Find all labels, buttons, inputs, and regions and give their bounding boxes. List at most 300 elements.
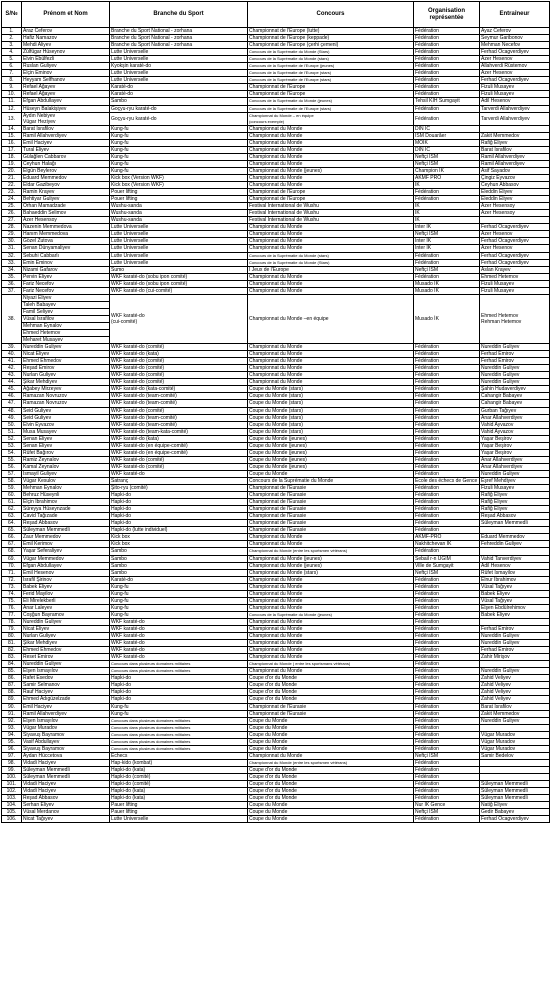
organisation: Fédération — [414, 105, 480, 112]
coach: Azer Hesensoy — [480, 210, 550, 217]
athlete-name: Sebuhi Cabbarlı — [22, 252, 110, 259]
contest: Coupe du Monde (jeunes) — [248, 463, 414, 470]
athlete-name: Nicat Tağıyev — [22, 816, 110, 823]
athlete-name: Vügar Muradov — [22, 724, 110, 731]
organisation: Neftçi İSM — [414, 752, 480, 759]
organisation: Fédération — [414, 654, 480, 661]
row-number: 14. — [2, 125, 22, 132]
organisation: İnter İK — [414, 224, 480, 231]
contest: Championnat du Monde — [248, 358, 414, 365]
contest: Championnat de l'Eurasie — [248, 703, 414, 710]
table-row — [2, 70, 550, 77]
row-number: 85. — [2, 668, 22, 675]
contest: Coupe d'or du Monde — [248, 788, 414, 795]
row-number: 33. — [2, 259, 22, 266]
col-header-coach: Entraîneur — [480, 2, 550, 28]
table-row — [2, 132, 550, 139]
table-row — [2, 407, 550, 414]
sport-branch: WKF karaté-do (comité) — [110, 379, 248, 386]
coach: Azer Hesenov — [480, 70, 550, 77]
coach — [480, 766, 550, 773]
sport-branch: Hapki-do — [110, 689, 248, 696]
coach: Nureddin Guliyev — [480, 668, 550, 675]
organisation: Fédération — [414, 91, 480, 98]
sport-branch: WKF karaté-do (cui-comité) — [110, 294, 248, 343]
contest: Coupe du Monde (jeunes) — [248, 442, 414, 449]
row-number: 1. — [2, 28, 22, 35]
contest: Championnat du Monde — [248, 625, 414, 632]
row-number: 98. — [2, 759, 22, 766]
organisation: Fédération — [414, 77, 480, 84]
sport-branch: WKF karaté-do — [110, 654, 248, 661]
organisation: Fédération — [414, 28, 480, 35]
contest: Championnat de l'Europe — [248, 84, 414, 91]
row-number: 30. — [2, 238, 22, 245]
sport-branch: Şito-ryu (comité) — [110, 485, 248, 492]
sport-branch: WKF karaté-do (sobu ipon comité) — [110, 280, 248, 287]
table-row — [2, 724, 550, 731]
sport-branch: Kung-fu — [110, 146, 248, 153]
contest: Championnat du Monde — [248, 379, 414, 386]
table-row — [2, 710, 550, 717]
organisation: Musado İK — [414, 294, 480, 343]
contest: Championnat de l'Europe — [248, 189, 414, 196]
contest: Championnat du Monde (jeunes) — [248, 555, 414, 562]
contest: Championnat du Monde (jeunes) — [248, 167, 414, 174]
row-number: 65. — [2, 527, 22, 534]
contest: Concours de la Suprématie de l'Europe (stars) — [248, 77, 414, 84]
contest: Coupe du Monde (stars) — [248, 386, 414, 393]
table-row — [2, 781, 550, 788]
sport-branch: WKF karaté-do (cui-comité) — [110, 287, 248, 294]
contest: Concours de la Suprématie du Monde (Stars) — [248, 259, 414, 266]
row-number: 23. — [2, 189, 22, 196]
table-row — [2, 463, 550, 470]
table-row — [2, 217, 550, 224]
table-row — [2, 365, 550, 372]
athlete-name: Gözel Zutova — [22, 238, 110, 245]
table-row — [2, 224, 550, 231]
row-number: 40. — [2, 351, 22, 358]
row-number: 88. — [2, 689, 22, 696]
athlete-name: Siyavuş Bayramov — [22, 745, 110, 752]
table-row — [2, 449, 550, 456]
row-number: 32. — [2, 252, 22, 259]
contest: Championnat de l'Eurasie — [248, 513, 414, 520]
athlete-name: Ramil Allahverdiyev — [22, 710, 110, 717]
table-row — [2, 640, 550, 647]
coach: Anar Allahverdiyev — [480, 463, 550, 470]
organisation: DİN İC — [414, 125, 480, 132]
coach: Ehmed Hetemov — [480, 273, 550, 280]
organisation: MOİK — [414, 139, 480, 146]
row-number: 46. — [2, 393, 22, 400]
table-row — [2, 802, 550, 809]
organisation: Fédération — [414, 435, 480, 442]
contest: Championnat du Monde — [248, 245, 414, 252]
sport-branch: Wushu-sanda — [110, 217, 248, 224]
organisation: İK — [414, 217, 480, 224]
row-number: 29. — [2, 231, 22, 238]
row-number: 6. — [2, 63, 22, 70]
coach — [480, 618, 550, 625]
organisation: Fédération — [414, 696, 480, 703]
coach: Ferhad Emirov — [480, 351, 550, 358]
sport-branch: WKF karaté-do (comité) — [110, 372, 248, 379]
row-number: 76. — [2, 604, 22, 611]
organisation: Fédération — [414, 597, 480, 604]
organisation: Musado İK — [414, 287, 480, 294]
organisation: İnter İK — [414, 238, 480, 245]
sport-branch: WKF karaté-do (kata) — [110, 435, 248, 442]
row-number: 22. — [2, 182, 22, 189]
table-row — [2, 668, 550, 675]
sport-branch: Sambo — [110, 569, 248, 576]
coach: Azer Hesenov — [480, 245, 550, 252]
athlete-name: Emin Eminov — [22, 259, 110, 266]
sport-branch: Hapki-do — [110, 513, 248, 520]
sport-branch: WKF karaté-do (kata-comité) — [110, 386, 248, 393]
sport-branch: Kung-fu — [110, 583, 248, 590]
sport-branch: WKF karaté-do (comité) — [110, 407, 248, 414]
athlete-name: Ferid Mayilov — [22, 590, 110, 597]
table-row — [2, 555, 550, 562]
row-number: 54. — [2, 449, 22, 456]
organisation: Fédération — [414, 731, 480, 738]
athlete-name: Ehmed Hetemov — [22, 330, 110, 337]
organisation: Fédération — [414, 421, 480, 428]
sport-branch: Kung-fu — [110, 160, 248, 167]
sport-branch: Goçyu-ryu karaté-do — [110, 112, 248, 125]
table-row — [2, 569, 550, 576]
row-number: 100. — [2, 773, 22, 780]
row-number: 19. — [2, 160, 22, 167]
table-row — [2, 576, 550, 583]
contest: Championnat du Monde — [248, 372, 414, 379]
organisation: İnter İK — [414, 245, 480, 252]
sport-branch: Lutte Universelle — [110, 259, 248, 266]
row-number: 62. — [2, 506, 22, 513]
table-row — [2, 63, 550, 70]
row-number: 95. — [2, 738, 22, 745]
row-number: 84. — [2, 661, 22, 668]
table-row — [2, 91, 550, 98]
athlete-name: Eldar Gazibeyov — [22, 182, 110, 189]
sport-branch: Hapki-do (kata) — [110, 766, 248, 773]
row-number: 58. — [2, 478, 22, 485]
coach: Nureddin Guliyev — [480, 640, 550, 647]
row-number: 26. — [2, 210, 22, 217]
organisation: Fédération — [414, 816, 480, 823]
coach: Vahid Ayvazov — [480, 421, 550, 428]
coach: Ferhad Ocagverdiyev — [480, 49, 550, 56]
row-number: 92. — [2, 717, 22, 724]
coach: Ferhad Ocagverdiyev — [480, 224, 550, 231]
table-row — [2, 280, 550, 287]
sport-branch: Concours dans plusieurs domaines militaires — [110, 668, 248, 675]
athlete-name: Ceyhun Halağı — [22, 160, 110, 167]
athlete-name: Elvin Ebülfezli — [22, 56, 110, 63]
coach: Vahid Tanverdiyev — [480, 555, 550, 562]
contest: Championnat du Monde — [248, 590, 414, 597]
contest: Championnat du Monde — [248, 640, 414, 647]
organisation: Fédération — [414, 766, 480, 773]
contest: Coupe du Monde — [248, 816, 414, 823]
row-number: 48. — [2, 407, 22, 414]
coach: Zahir Mirişov — [480, 654, 550, 661]
coach: Eduard Memmedov — [480, 534, 550, 541]
athlete-name: Seid Guliyev — [22, 414, 110, 421]
athlete-name: Süleyman Memmedli — [22, 527, 110, 534]
row-number: 94. — [2, 731, 22, 738]
sport-branch: WKF karaté-do (team-comité) — [110, 421, 248, 428]
contest: Coupe du Monde (stars) — [248, 400, 414, 407]
contest: Concours de la Suprématie du Monde (Stars) — [248, 49, 414, 56]
table-row — [2, 42, 550, 49]
organisation: Fédération — [414, 252, 480, 259]
athlete-name: Gülağlen Cabbarov — [22, 153, 110, 160]
table-row — [2, 773, 550, 780]
athlete-name: Zaur Memmedov — [22, 534, 110, 541]
coach: Nureddin Guliyev — [480, 470, 550, 477]
table-row — [2, 400, 550, 407]
coach — [480, 125, 550, 132]
athlete-name: Bahaeddin Selimov — [22, 210, 110, 217]
athlete-name: Senan Eliyev — [22, 442, 110, 449]
athlete-name: Elşen İsmayılov — [22, 668, 110, 675]
contest: Championnat de l'Eurasie — [248, 710, 414, 717]
coach: Elşen Ebdülrehimov — [480, 604, 550, 611]
contest: Concours de la Suprématie de l'Europe (stars) — [248, 70, 414, 77]
table-row — [2, 506, 550, 513]
row-number: 9. — [2, 84, 22, 91]
coach: Ferhad Ocagverdiyev — [480, 238, 550, 245]
athlete-name: Rüfet Bağırov — [22, 449, 110, 456]
coach: Rüfet İsmayilov — [480, 569, 550, 576]
athlete-name: Vügar Memmedov — [22, 555, 110, 562]
athlete-name: Vidadi Haciyev — [22, 781, 110, 788]
row-number: 93. — [2, 724, 22, 731]
sport-branch: Kung-fu — [110, 139, 248, 146]
organisation: Fédération — [414, 520, 480, 527]
sport-branch: WKF karaté-do (en équipe-comité) — [110, 442, 248, 449]
contest: Championnat de l'Eurasie — [248, 520, 414, 527]
row-number: 28. — [2, 224, 22, 231]
organisation: Nur İK Gence — [414, 802, 480, 809]
organisation: Fédération — [414, 527, 480, 534]
organisation: AKMF-PRO — [414, 534, 480, 541]
contest: Coupe d'or du Monde — [248, 781, 414, 788]
coach: Barat İsrafilov — [480, 146, 550, 153]
athlete-name: Taleh Babayev — [22, 301, 110, 308]
row-number: 3. — [2, 42, 22, 49]
organisation: Fédération — [414, 590, 480, 597]
organisation: Fédération — [414, 548, 480, 555]
coach: Yaşar Beşirov — [480, 435, 550, 442]
row-number: 96. — [2, 745, 22, 752]
coach: Süleyman Memmedli — [480, 520, 550, 527]
row-number: 16. — [2, 139, 22, 146]
contest: Championnat du Monde — [248, 534, 414, 541]
table-row — [2, 611, 550, 618]
table-row — [2, 731, 550, 738]
row-number: 66. — [2, 534, 22, 541]
athlete-name: Cavid Tağızade — [22, 513, 110, 520]
table-row — [2, 759, 550, 766]
coach: Fizuli Musayev — [480, 91, 550, 98]
sport-branch: Hapki-do (lutte individuel) — [110, 527, 248, 534]
contest: Festival International de Wushu — [248, 210, 414, 217]
athlete-name: Aydın Nebiyev Vügar Heziyev — [22, 112, 110, 125]
table-row — [2, 231, 550, 238]
sport-branch: Concours dans plusieurs domaines militaires — [110, 745, 248, 752]
sport-branch: WKF karaté-do — [110, 647, 248, 654]
athlete-name: Vügar Kesulov — [22, 478, 110, 485]
coach: Süleyman Memmedli — [480, 788, 550, 795]
row-number: 67. — [2, 541, 22, 548]
coach: Anar Allahverdiyev — [480, 414, 550, 421]
organisation: Ville de Sumgayit — [414, 562, 480, 569]
sport-branch: Concours dans plusieurs domaines militaires — [110, 717, 248, 724]
athlete-name: Araz Ceferov — [22, 28, 110, 35]
contest: Coupe du Monde — [248, 717, 414, 724]
coach: Azer Hesensoy — [480, 203, 550, 210]
organisation: Fédération — [414, 407, 480, 414]
row-number: 38. — [2, 294, 22, 343]
sport-branch: WKF karaté-do (team-comité) — [110, 400, 248, 407]
organisation: Fédération — [414, 781, 480, 788]
coach: Nureddin Guliyev — [480, 365, 550, 372]
row-number: 73. — [2, 583, 22, 590]
athlete-name: Mehman Eynalov — [22, 485, 110, 492]
row-number: 50. — [2, 421, 22, 428]
sport-branch: Karaté-do — [110, 84, 248, 91]
organisation: AKMF PRO — [414, 174, 480, 181]
organisation: Fédération — [414, 470, 480, 477]
table-row — [2, 816, 550, 823]
organisation: Fédération — [414, 633, 480, 640]
table-row — [2, 259, 550, 266]
table-body — [2, 28, 550, 823]
sport-branch: WKF karaté-do (team-comité) — [110, 393, 248, 400]
athlete-name: Fariz Necefov — [22, 287, 110, 294]
sport-branch: WKF karaté-do (comité) — [110, 358, 248, 365]
row-number: 63. — [2, 513, 22, 520]
row-number: 17. — [2, 146, 22, 153]
sport-branch: Hapki-do — [110, 492, 248, 499]
table-row — [2, 210, 550, 217]
contest: Coupe du Monde (stars) — [248, 407, 414, 414]
table-row — [2, 470, 550, 477]
coach: Asif Sayadov — [480, 167, 550, 174]
table-row — [2, 478, 550, 485]
contest: Championnat du Monde — [248, 153, 414, 160]
coach: Ehmed Hetemov Rehman Hetemov — [480, 294, 550, 343]
table-row — [2, 717, 550, 724]
coach: Ferhad Ocagverdiyev — [480, 259, 550, 266]
sport-branch: Concours dans plusieurs domaines militaires — [110, 731, 248, 738]
coach: Nureddin Guliyev — [480, 372, 550, 379]
table-row — [2, 386, 550, 393]
contest: Championnat du Monde — [248, 132, 414, 139]
coach: Eleddin Eliyev — [480, 189, 550, 196]
organisation: Fédération — [414, 463, 480, 470]
row-number: 105. — [2, 809, 22, 816]
row-number: 57. — [2, 470, 22, 477]
organisation: Fédération — [414, 745, 480, 752]
sport-branch: Kick box — [110, 534, 248, 541]
row-number: 44. — [2, 379, 22, 386]
row-number: 11. — [2, 98, 22, 105]
row-number: 7. — [2, 70, 22, 77]
contest: Festival International de Wushu — [248, 217, 414, 224]
contest: Championnat de l'Eurasie — [248, 492, 414, 499]
organisation: İK — [414, 182, 480, 189]
contest: Championnat du Monde — [248, 224, 414, 231]
organisation: Fédération — [414, 647, 480, 654]
table-row — [2, 527, 550, 534]
athlete-name: Elvin Eyvazov — [22, 421, 110, 428]
organisation: Fédération — [414, 56, 480, 63]
contest: Championnat de l'Eurasie — [248, 506, 414, 513]
athlete-name: Rauf Haciyev — [22, 689, 110, 696]
contest: Championnat du Monde — [248, 541, 414, 548]
athlete-name: Ağabey Mirzeyev — [22, 386, 110, 393]
row-number: 61. — [2, 499, 22, 506]
coach: Anar Allahverdiyev — [480, 456, 550, 463]
contest: Championnat du Monde — [248, 351, 414, 358]
table-row — [2, 809, 550, 816]
organisation: Fédération — [414, 710, 480, 717]
row-number: 2. — [2, 35, 22, 42]
athlete-name: Nureddin Guliyev — [22, 661, 110, 668]
row-number: 101. — [2, 781, 22, 788]
athlete-name: Reşad Abbasov — [22, 795, 110, 802]
contest: Championnat du Monde (jeunes) — [248, 562, 414, 569]
organisation: Fédération — [414, 576, 480, 583]
contest: Championnat du Monde — [248, 160, 414, 167]
contest: Coupe du Monde — [248, 724, 414, 731]
table-row — [2, 273, 550, 280]
coach: Süleyman Memmedli — [480, 781, 550, 788]
table-row — [2, 28, 550, 35]
contest: Championnat du Monde — [248, 344, 414, 351]
organisation: Fédération — [414, 759, 480, 766]
contest: Coupe d'or du Monde — [248, 682, 414, 689]
sport-branch: WKF karaté-do — [110, 633, 248, 640]
organisation: Fédération — [414, 63, 480, 70]
contest: Coupe d'or du Monde — [248, 795, 414, 802]
sport-branch: WKF karaté-do (kata) — [110, 351, 248, 358]
organisation: Fédération — [414, 640, 480, 647]
sport-branch: Concours dans plusieurs domaines militaires — [110, 661, 248, 668]
contest: Championnat du Monde (entre les sportsmen vétérans) — [248, 548, 414, 555]
contest: Coupe du Monde (jeunes) — [248, 435, 414, 442]
table-row — [2, 541, 550, 548]
sport-branch: Goçyu-ryu karaté-do — [110, 105, 248, 112]
organisation: Fédération — [414, 513, 480, 520]
sport-branch: Lutte Universelle — [110, 816, 248, 823]
row-number: 103. — [2, 795, 22, 802]
athlete-name: Anar Laleyev — [22, 604, 110, 611]
athlete-name: Nurlan Guliyev — [22, 633, 110, 640]
athlete-name: Ehmed Adıgüzelzade — [22, 696, 110, 703]
sport-branch: WKF karaté-do (team-comité) — [110, 414, 248, 421]
row-number: 74. — [2, 590, 22, 597]
row-number: 51. — [2, 428, 22, 435]
coach: Azer Hesenov — [480, 231, 550, 238]
sport-branch: Hapki-do — [110, 675, 248, 682]
